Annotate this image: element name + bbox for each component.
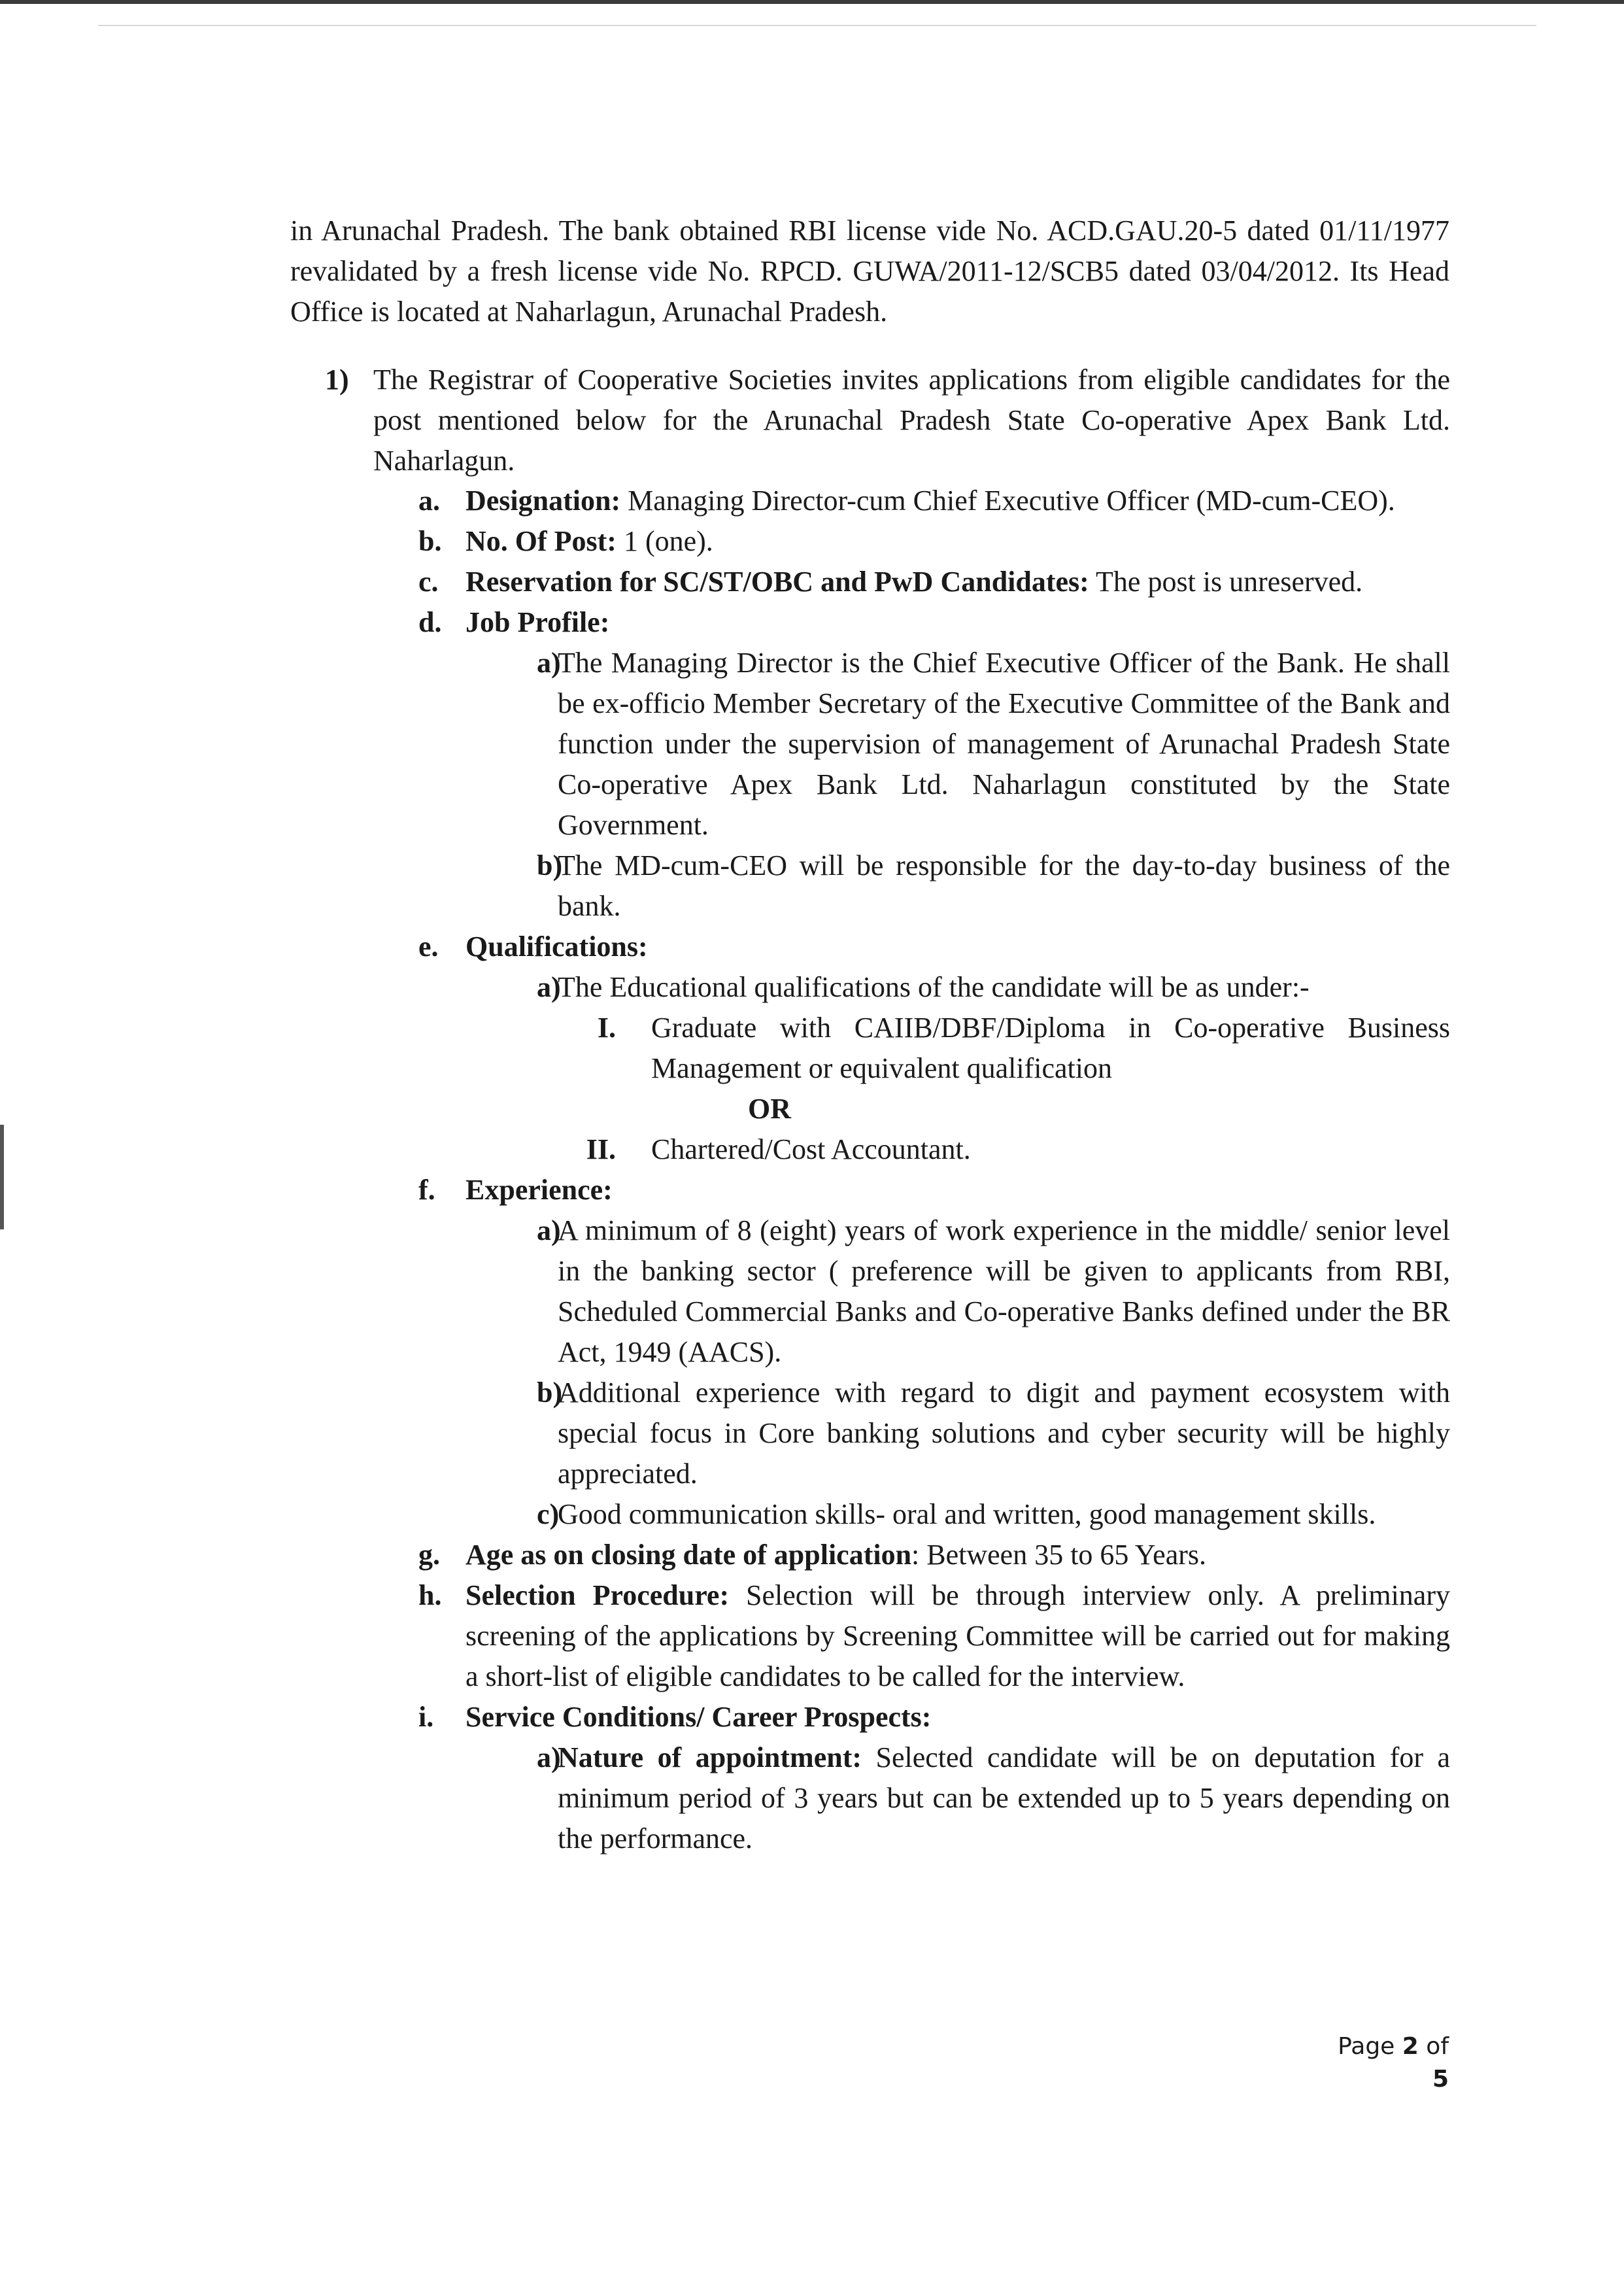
selection-label: Selection Procedure: xyxy=(465,1579,730,1611)
page-current: 2 xyxy=(1402,2033,1419,2060)
job-profile-item-b xyxy=(0,846,1624,927)
item-c-reservation xyxy=(0,562,1624,602)
experience-item-c xyxy=(0,1494,1624,1535)
qualification-option-1 xyxy=(0,1008,1624,1089)
qualification-or: OR xyxy=(748,1093,791,1125)
item-g-age xyxy=(0,1535,1624,1575)
page-of: of xyxy=(1418,2033,1449,2060)
experience-item-a xyxy=(0,1210,1624,1373)
post-details-list xyxy=(0,481,1624,1859)
qualifications-label: Qualifications: xyxy=(465,931,648,963)
designation-label: Designation: xyxy=(465,485,621,517)
job-profile-item-a xyxy=(0,643,1624,846)
page-prefix: Page xyxy=(1338,2033,1402,2060)
experience-label: Experience: xyxy=(465,1174,613,1206)
item-g-letter: g. xyxy=(418,1539,440,1571)
qualifications-item-a xyxy=(0,967,1624,1008)
age-label: Age as on closing date of application xyxy=(465,1539,912,1571)
item-f-experience xyxy=(0,1170,1624,1210)
item-i-letter: i. xyxy=(418,1701,434,1733)
no-of-post-label: No. Of Post: xyxy=(465,525,617,557)
experience-item-b-text: Additional experience with regard to digit and payment ecosystem with special focus in Core banking solutions and cyber security will be highly appreciated. xyxy=(558,1377,1450,1490)
item-b-no-of-post xyxy=(0,521,1624,562)
experience-item-b-num: b) xyxy=(537,1377,563,1409)
item-c-letter: c. xyxy=(418,566,439,598)
service-item-a xyxy=(0,1737,1624,1859)
experience-item-a-num: a) xyxy=(537,1214,561,1246)
item-i-service-conditions xyxy=(0,1697,1624,1737)
item-h-letter: h. xyxy=(418,1579,442,1611)
item-f-letter: f. xyxy=(418,1174,435,1206)
item-a-designation xyxy=(0,481,1624,521)
item-a-letter: a. xyxy=(418,485,440,517)
qualification-option-2-text: Chartered/Cost Accountant. xyxy=(651,1133,971,1165)
reservation-value: The post is unreserved. xyxy=(1089,566,1363,598)
item-h-selection xyxy=(0,1575,1624,1697)
qualification-option-2-num: II. xyxy=(586,1133,616,1165)
job-profile-item-a-text: The Managing Director is the Chief Executive Officer of the Bank. He shall be ex-officio Member Secretary of the Executive Committee of the Bank and function under the supervision of management of Arunachal Pradesh State Co-operative Apex Bank Ltd. Naharlagun constituted by the State Government. xyxy=(558,647,1450,841)
item-d-job-profile xyxy=(0,602,1624,643)
item-e-letter: e. xyxy=(418,931,439,963)
item-d-letter: d. xyxy=(418,606,442,638)
item-b-letter: b. xyxy=(418,525,442,557)
selection-value: Selection will be through interview only. A preliminary screening of the applications by Screening Committee will be carried out for making a short-list of eligible candidates to be called for the interview. xyxy=(465,1579,1450,1692)
experience-item-c-text: Good communication skills- oral and written, good management skills. xyxy=(558,1498,1376,1530)
designation-value: Managing Director-cum Chief Executive Officer (MD-cum-CEO). xyxy=(620,485,1395,517)
item-e-qualifications xyxy=(0,927,1624,967)
job-profile-item-b-num: b) xyxy=(537,849,563,881)
reservation-label: Reservation for SC/ST/OBC and PwD Candidates: xyxy=(465,566,1089,598)
service-conditions-label: Service Conditions/ Career Prospects: xyxy=(465,1701,932,1733)
nature-of-appointment-label: Nature of appointment: xyxy=(558,1741,862,1773)
no-of-post-value: 1 (one). xyxy=(616,525,713,557)
service-item-a-num: a) xyxy=(537,1741,561,1773)
qualification-option-1-text: Graduate with CAIIB/DBF/Diploma in Co-operative Business Management or equivalent qualification xyxy=(651,1012,1450,1084)
experience-item-b xyxy=(0,1373,1624,1494)
experience-item-a-text: A minimum of 8 (eight) years of work experience in the middle/ senior level in the banking sector ( preference will be given to applicants from RBI, Scheduled Commercial Banks and Co-operative Banks defined under the BR Act, 1949 (AACS). xyxy=(558,1214,1450,1368)
qualification-option-1-num: I. xyxy=(597,1012,616,1044)
qualifications-item-a-text: The Educational qualifications of the candidate will be as under:- xyxy=(558,971,1310,1003)
job-profile-item-b-text: The MD-cum-CEO will be responsible for the day-to-day business of the bank. xyxy=(558,849,1450,922)
item-1-number: 1) xyxy=(325,364,349,396)
intro-paragraph: in Arunachal Pradesh. The bank obtained RBI license vide No. ACD.GAU.20-5 dated 01/11/1977 revalidated by a fresh license vide No. RPCD. GUWA/2011-12/SCB5 dated 03/04/2012. Its Head Office is located at Naharlagun, Arunachal Pradesh. xyxy=(290,214,1449,328)
nature-of-appointment-text: Selected candidate will be on deputation for a minimum period of 3 years but can be extended up to 5 years depending on the performance. xyxy=(558,1741,1451,1855)
experience-item-c-num: c) xyxy=(537,1498,560,1530)
item-1-text: The Registrar of Cooperative Societies invites applications from eligible candidates for the post mentioned below for the Arunachal Pradesh State Co-operative Apex Bank Ltd. Naharlagun. xyxy=(373,364,1450,477)
qualifications-item-a-num: a) xyxy=(537,971,561,1003)
job-profile-label: Job Profile: xyxy=(465,606,610,638)
page-number xyxy=(1321,2030,1449,2096)
age-value: : Between 35 to 65 Years. xyxy=(911,1539,1207,1571)
job-profile-item-a-num: a) xyxy=(537,647,561,679)
qualification-option-2 xyxy=(0,1129,1624,1170)
page-total: 5 xyxy=(1432,2066,1449,2093)
